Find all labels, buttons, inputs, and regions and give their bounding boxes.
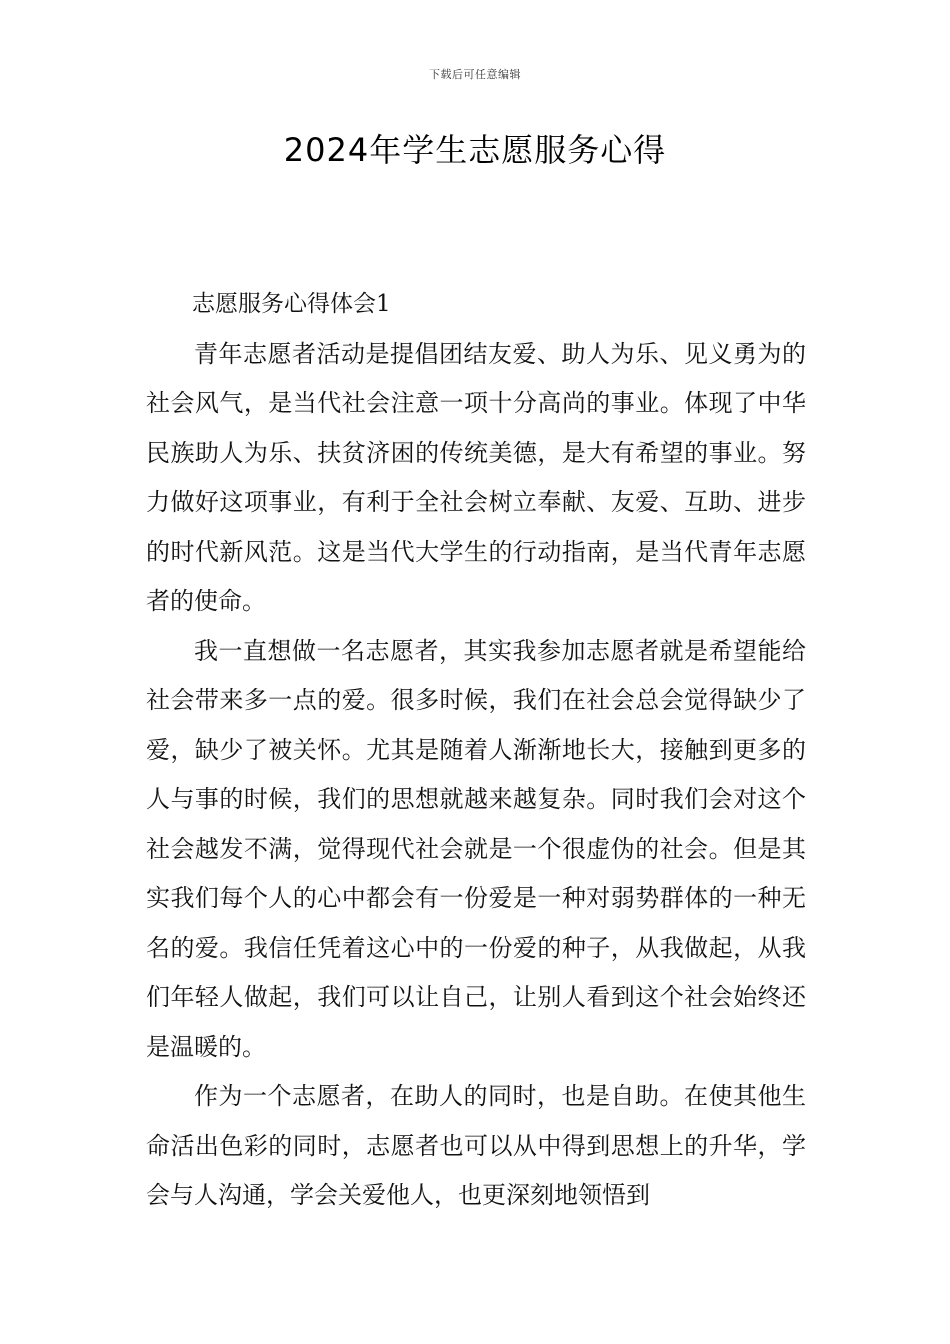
section-heading: 志愿服务心得体会1 [192,291,391,317]
paragraph-1: 青年志愿者活动是提倡团结友爱、助人为乐、见义勇为的社会风气，是当代社会注意一项十分高尚的事业。体现了中华民族助人为乐、扶贫济困的传统美德，是大有希望的事业。努力做好这项事业，有利于全社会树立奉献、友爱、互助、进步的时代新风范。这是当代大学生的行动指南，是当代青年志愿者的使命。 [146,339,806,615]
header-note: 下载后可任意编辑 [429,68,521,81]
paragraph-2: 我一直想做一名志愿者，其实我参加志愿者就是希望能给社会带来多一点的爱。很多时候，我们在社会总会觉得缺少了爱，缺少了被关怀。尤其是随着人渐渐地长大，接触到更多的人与事的时候，我们的思想就越来越复杂。同时我们会对这个社会越发不满，觉得现代社会就是一个很虚伪的社会。但是其实我们每个人的心中都会有一份爱是一种对弱势群体的一种无名的爱。我信任凭着这心中的一份爱的种子，从我做起，从我们年轻人做起，我们可以让自己，让别人看到这个社会始终还是温暖的。 [146,636,806,1061]
paragraph-3: 作为一个志愿者，在助人的同时，也是自助。在使其他生命活出色彩的同时，志愿者也可以从中得到思想上的升华，学会与人沟通，学会关爱他人，也更深刻地领悟到 [146,1082,806,1209]
document-body [146,280,806,1221]
document-title: 2024年学生志愿服务心得 [283,131,667,169]
